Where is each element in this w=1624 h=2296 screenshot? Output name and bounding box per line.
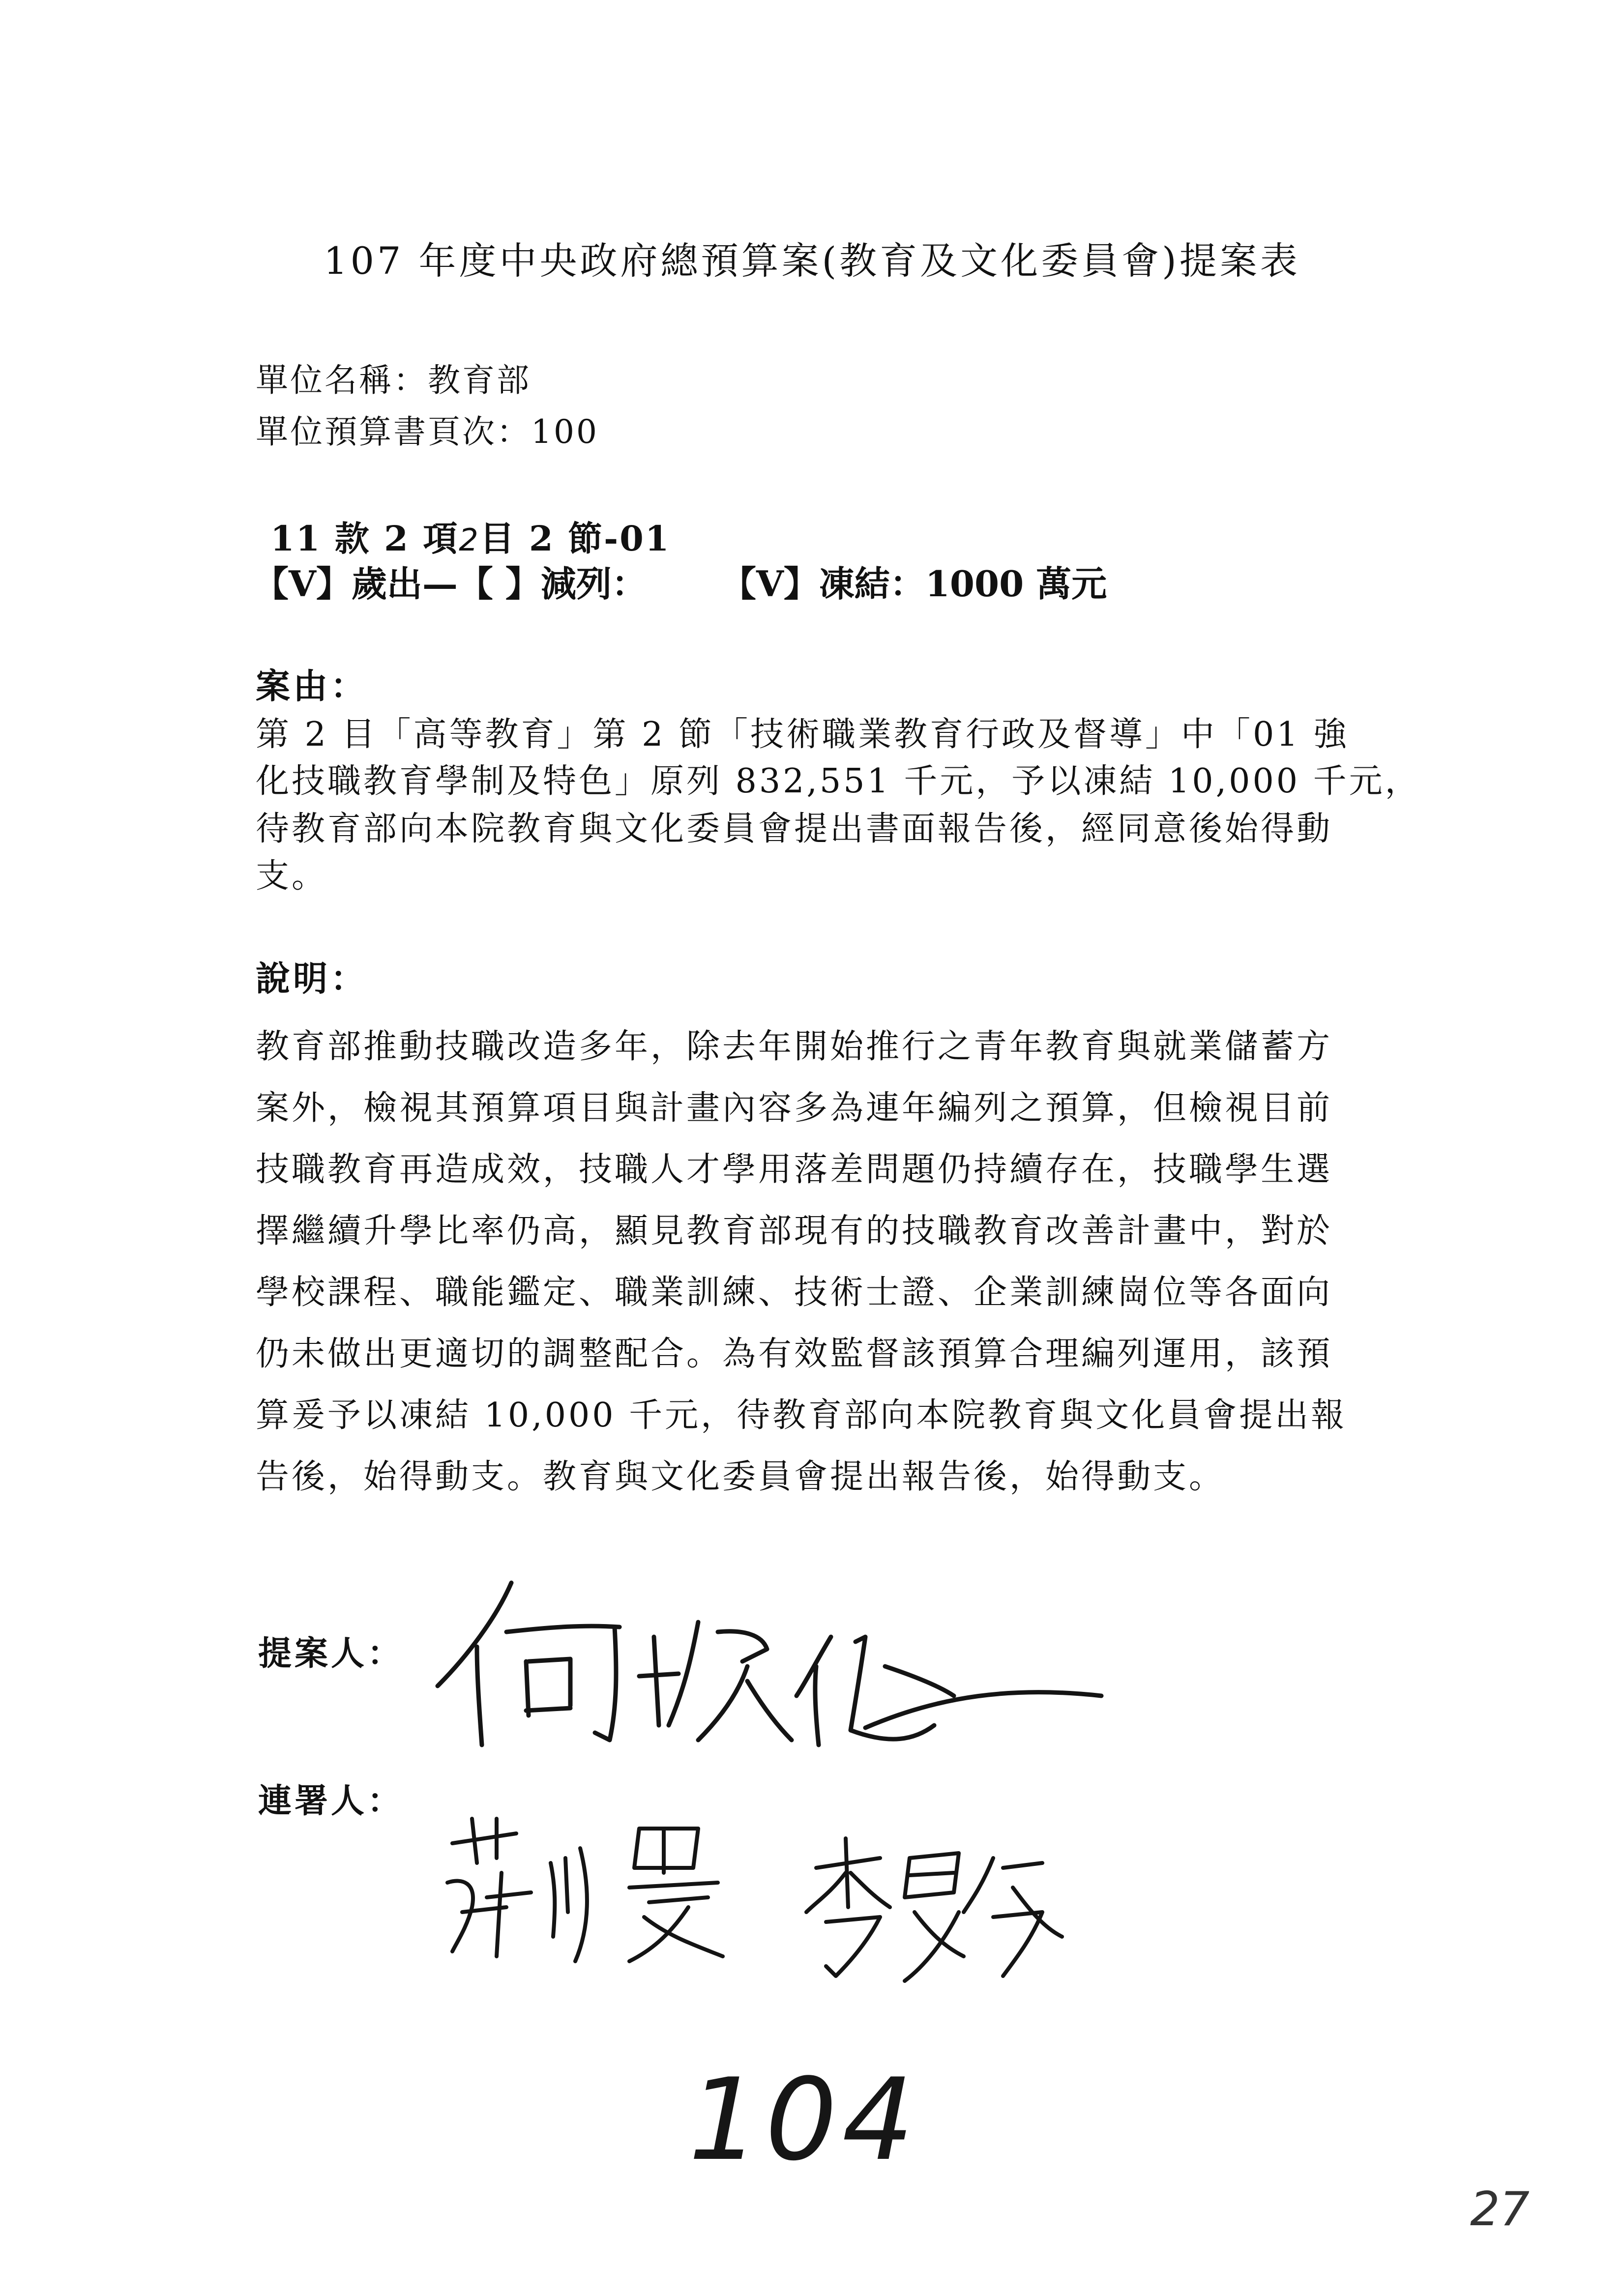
explanation-line: 仍未做出更適切的調整配合。為有效監督該預算合理編列運用，該預	[256, 1335, 1333, 1373]
cosigner-label: 連署人：	[258, 1781, 404, 1821]
page-corner-number: 27	[1470, 2182, 1530, 2237]
freeze-option: 【V】凍結：1000 萬元	[720, 563, 1107, 605]
expenditure-option: 【V】歲出—【 】減列：	[253, 563, 647, 605]
document-title: 107 年度中央政府總預算案(教育及文化委員會)提案表	[324, 239, 1300, 283]
budget-code-handwritten-digit: 2	[459, 522, 480, 558]
explanation-line: 技職教育再造成效，技職人才學用落差問題仍持續存在，技職學生選	[256, 1150, 1333, 1189]
explanation-line: 告後，始得動支。教育與文化委員會提出報告後，始得動支。	[256, 1457, 1225, 1496]
explanation-line: 案外，檢視其預算項目與計畫內容多為連年編列之預算，但檢視目前	[256, 1089, 1333, 1128]
reason-line: 支。	[256, 857, 328, 896]
handwritten-number: 104	[688, 2055, 919, 2186]
explanation-line: 教育部推動技職改造多年，除去年開始推行之青年教育與就業儲蓄方	[256, 1027, 1333, 1066]
explanation-heading: 說明：	[256, 958, 368, 999]
budget-code-suffix: 目 2 節-01	[479, 518, 671, 559]
budget-code-prefix: 11 款 2 項	[270, 518, 459, 559]
budget-code-line	[270, 511, 671, 561]
proposer-signature	[423, 1563, 1111, 1760]
reason-line: 待教育部向本院教育與文化委員會提出書面報告後，經同意後始得動	[256, 810, 1333, 848]
explanation-line: 擇繼續升學比率仍高，顯見教育部現有的技職教育改善計畫中，對於	[256, 1212, 1333, 1250]
options-line	[253, 555, 1107, 607]
explanation-line: 學校課程、職能鑑定、職業訓練、技術士證、企業訓練崗位等各面向	[256, 1273, 1333, 1312]
unit-name-line: 單位名稱：教育部	[256, 361, 531, 399]
cosigner-signature-2	[797, 1829, 1072, 1986]
explanation-line: 算爰予以凍結 10,000 千元，待教育部向本院教育與文化員會提出報	[256, 1396, 1347, 1435]
proposer-label: 提案人：	[258, 1634, 404, 1673]
reason-heading: 案由：	[256, 666, 368, 706]
reason-line: 化技職教育學制及特色」原列 832,551 千元，予以凍結 10,000 千元，	[256, 762, 1421, 801]
unit-page-line: 單位預算書頁次：100	[256, 413, 599, 451]
reason-line: 第 2 目「高等教育」第 2 節「技術職業教育行政及督導」中「01 強	[256, 715, 1350, 754]
